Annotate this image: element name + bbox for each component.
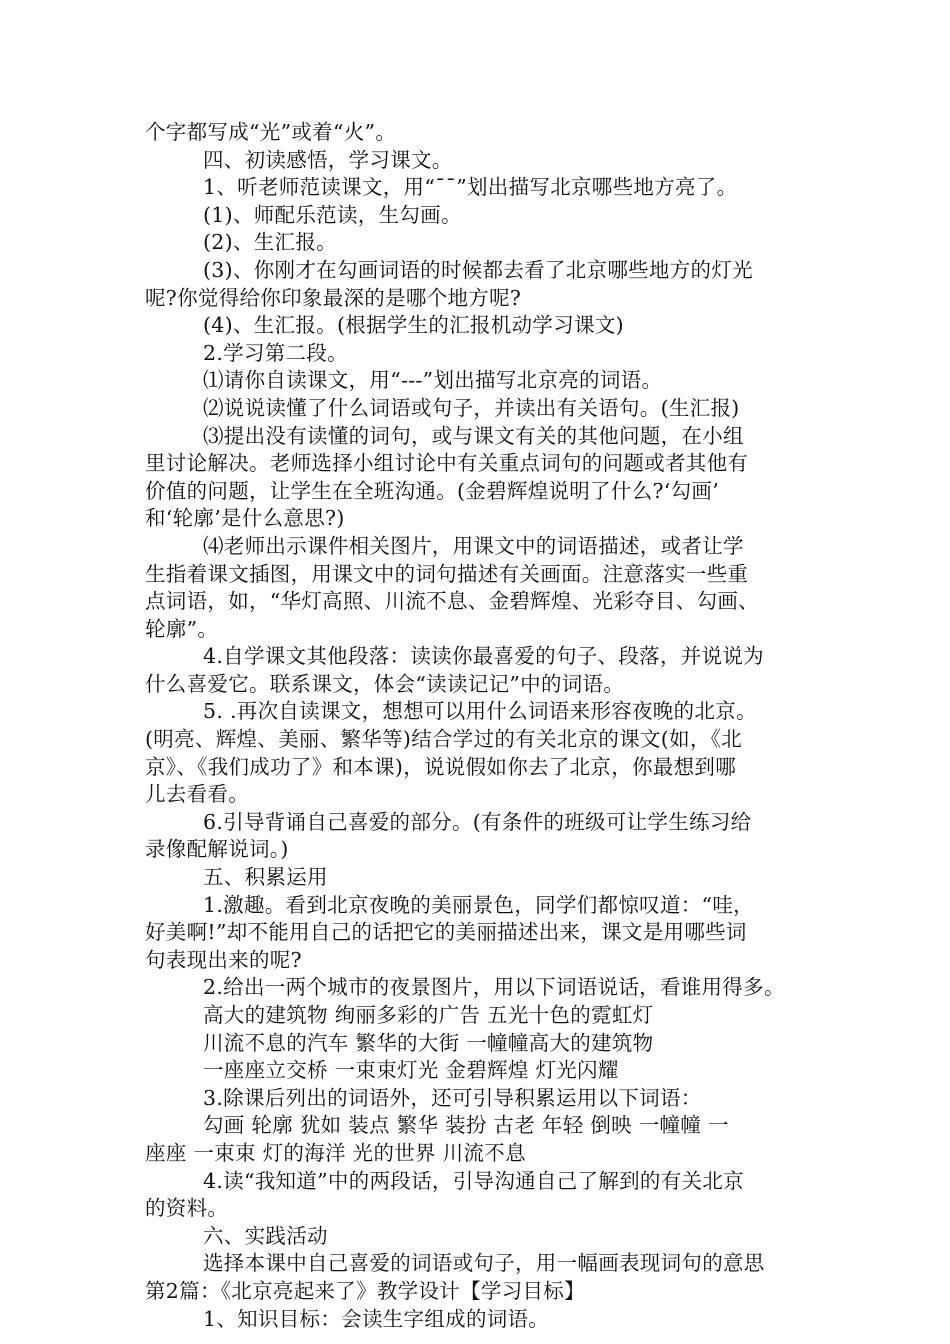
- text-line: 四、初读感悟，学习课文。: [203, 147, 453, 172]
- text-line: 个字都写成“光”或着“火”。: [145, 120, 397, 144]
- text-line: 4.自学课文其他段落：读读你最喜爱的句子、段落，并说说为: [203, 644, 764, 669]
- text-line: 儿去看看。: [145, 782, 249, 807]
- text-line: 呢?你觉得给你印象最深的是哪个地方呢?: [145, 285, 522, 310]
- text-line: 里讨论解决。老师选择小组讨论中有关重点词句的问题或者其他有: [145, 451, 749, 476]
- document-body: [145, 119, 825, 1333]
- text-line: 1、知识目标：会读生字组成的词语。: [203, 1306, 550, 1331]
- text-line: 价值的问题，让学生在全班沟通。(金碧辉煌说明了什么?‘勾画’: [145, 478, 720, 503]
- text-line: 1、听老师范读课文，用“¯¯”划出描写北京哪些地方亮了。: [203, 175, 738, 200]
- text-line: 一座座立交桥 一束束灯光 金碧辉煌 灯光闪耀: [203, 1058, 619, 1083]
- text-line: 选择本课中自己喜爱的词语或句子，用一幅画表现词句的意思: [203, 1251, 765, 1276]
- text-line: 轮廓”。: [145, 616, 219, 641]
- text-line: 的资料。: [145, 1196, 229, 1221]
- text-line: 和‘轮廓’是什么意思?): [145, 506, 345, 531]
- text-line: 4.读“我知道”中的两段话，引导沟通自己了解到的有关北京: [203, 1168, 744, 1193]
- text-line: 高大的建筑物 绚丽多彩的广告 五光十色的霓虹灯: [203, 1003, 654, 1027]
- text-line: 6.引导背诵自己喜爱的部分。(有条件的班级可让学生练习给: [203, 809, 752, 834]
- text-line: 句表现出来的呢?: [145, 947, 302, 972]
- text-line: (1)、师配乐范读，生勾画。: [203, 202, 462, 227]
- text-line: (明亮、辉煌、美丽、繁华等)结合学过的有关北京的课文(如，《北: [145, 727, 743, 752]
- text-line: 录像配解说词。): [145, 837, 289, 862]
- text-line: 1.激趣。看到北京夜晚的美丽景色，同学们都惊叹道：“哇，: [203, 892, 754, 917]
- text-line: (4)、生汇报。(根据学生的汇报机动学习课文): [203, 313, 624, 338]
- text-line: 座座 一束束 灯的海洋 光的世界 川流不息: [145, 1140, 526, 1165]
- text-line: 京》、《我们成功了》和本课)，说说假如你去了北京，你最想到哪: [145, 754, 736, 779]
- text-line: 勾画 轮廓 犹如 装点 繁华 装扮 古老 年轻 倒映 一幢幢 一: [203, 1113, 729, 1138]
- text-line: (3)、你刚才在勾画词语的时候都去看了北京哪些地方的灯光: [203, 257, 753, 282]
- text-line: ⑷老师出示课件相关图片，用课文中的词语描述，或者让学: [203, 533, 744, 558]
- text-line: ⑴请你自读课文，用“---”划出描写北京亮的词语。: [203, 368, 663, 393]
- text-line: ⑵说说读懂了什么词语或句子，并读出有关语句。(生汇报): [203, 395, 740, 420]
- text-line: 3.除课后列出的词语外，还可引导积累运用以下词语：: [203, 1085, 702, 1110]
- text-line: 5. .再次自读课文，想想可以用什么词语来形容夜晚的北京。: [203, 699, 757, 724]
- text-line: 好美啊!”却不能用自己的话把它的美丽描述出来，课文是用哪些词: [145, 920, 747, 945]
- text-line: ⑶提出没有读懂的词句，或与课文有关的其他问题，在小组: [203, 423, 744, 448]
- text-line: 六、实践活动: [203, 1223, 328, 1248]
- text-line: 五、积累运用: [203, 865, 328, 890]
- text-line: 生指着课文插图，用课文中的词句描述有关画面。注意落实一些重: [145, 561, 749, 586]
- text-line: 第2篇：《北京亮起来了》教学设计【学习目标】: [145, 1278, 585, 1303]
- text-line: 点词语，如，“华灯高照、川流不息、金碧辉煌、光彩夺目、勾画、: [145, 589, 759, 614]
- text-line: 2.给出一两个城市的夜景图片，用以下词语说话，看谁用得多。: [203, 975, 785, 1000]
- text-line: (2)、生汇报。: [203, 230, 337, 255]
- text-line: 什么喜爱它。联系课文，体会“读读记记”中的词语。: [145, 671, 625, 696]
- text-line: 川流不息的汽车 繁华的大街 一幢幢高大的建筑物: [203, 1030, 654, 1055]
- text-line: 2.学习第二段。: [203, 340, 348, 365]
